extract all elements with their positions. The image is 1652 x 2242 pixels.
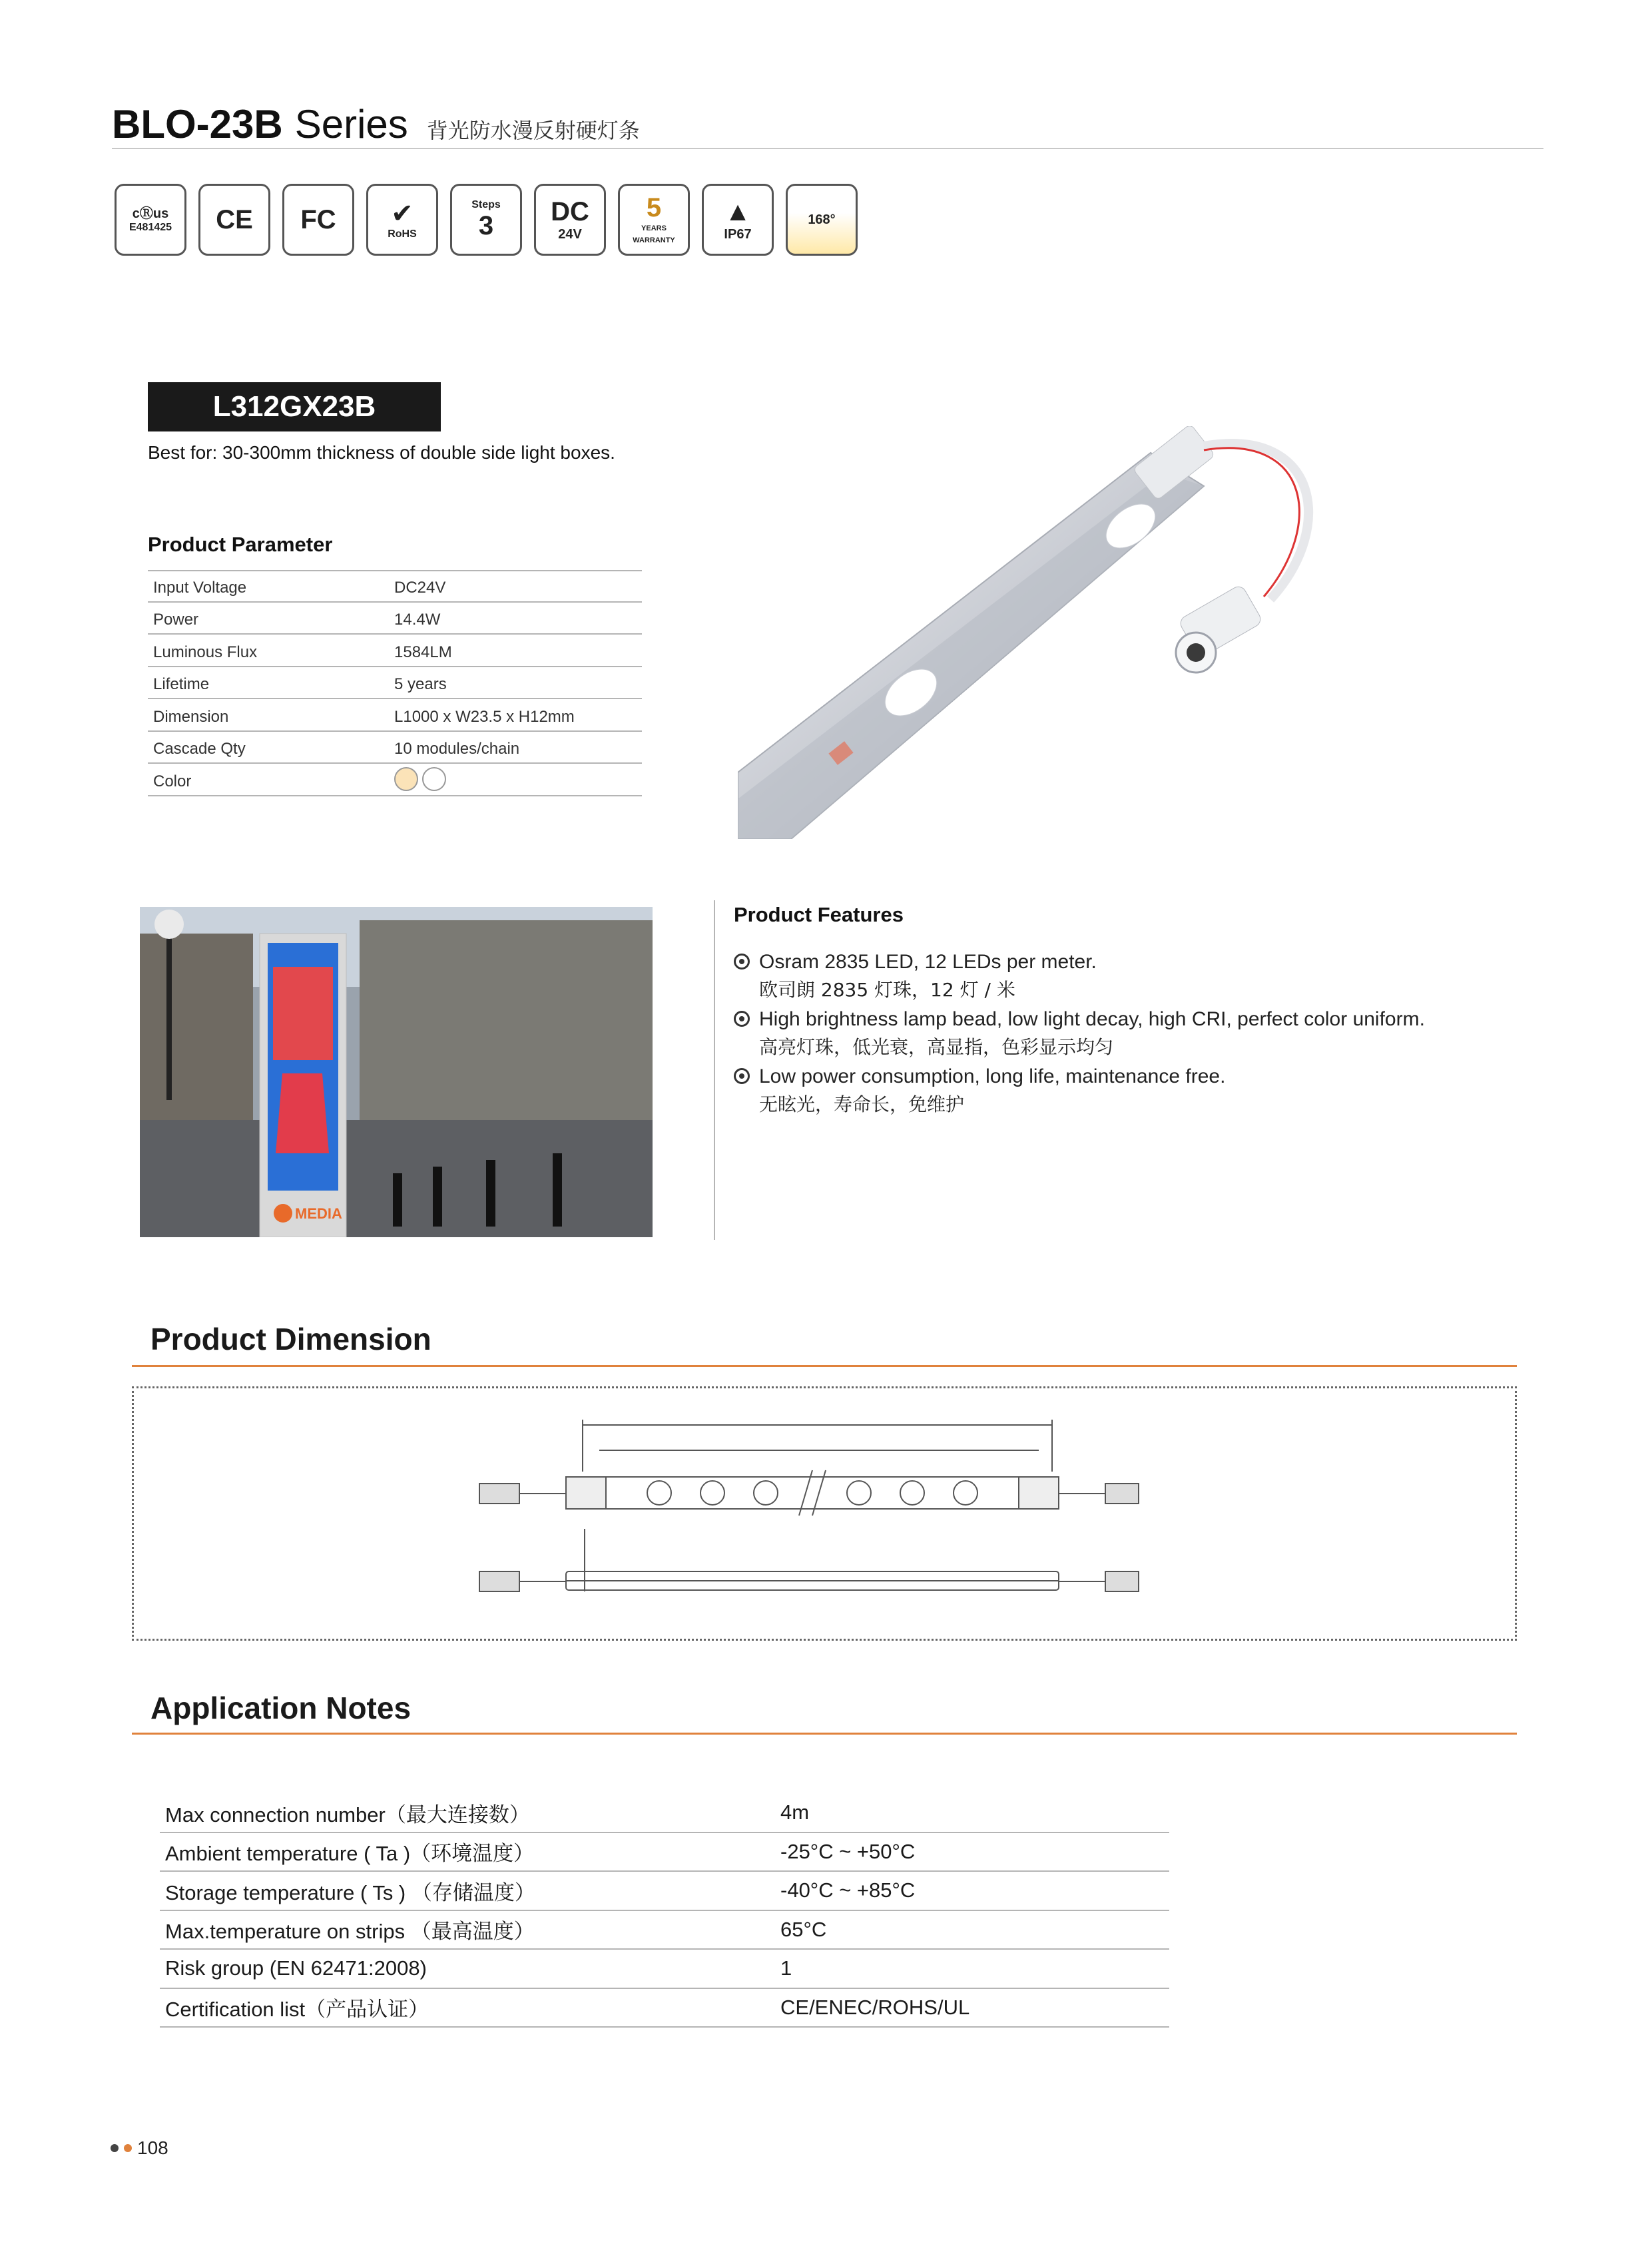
cul-us-mark-icon: cⓇus E481425 (115, 184, 186, 256)
street-scene-image (140, 907, 653, 1237)
page-header (112, 101, 640, 154)
steps-3-icon: Steps 3 (450, 184, 522, 256)
ip67-icon: ▲ IP67 (702, 184, 774, 256)
page-footer (111, 2137, 168, 2159)
footer-accent-dot-icon (124, 2144, 132, 2152)
page-number: 108 (137, 2137, 168, 2158)
note-row: Max.temperature on strips （最高温度） 65°C (160, 1911, 1169, 1950)
model-code-tag: L312GX23B (148, 382, 441, 431)
cool-white-swatch (422, 767, 446, 791)
parameter-row: Power 14.4W (148, 603, 642, 635)
dc-24v-icon: DC 24V (534, 184, 606, 256)
note-row: Certification list（产品认证） CE/ENEC/ROHS/UL (160, 1989, 1169, 2028)
feature-item: High brightness lamp bead, low light decay, high CRI, perfect color uniform. 高亮灯珠，低光衰，高显指，色彩显示均匀 (732, 1005, 1531, 1061)
feature-item: Osram 2835 LED, 12 LEDs per meter. 欧司朗 2835 灯珠，12 灯 / 米 (732, 948, 1531, 1004)
certification-badges (115, 184, 858, 256)
ce-mark-icon: CE (198, 184, 270, 256)
parameter-row: Lifetime 5 years (148, 667, 642, 700)
note-row: Max connection number（最大连接数） 4m (160, 1794, 1169, 1833)
media-brand-text: MEDIA (295, 1205, 342, 1222)
application-photo (140, 907, 653, 1237)
bullet-icon (734, 954, 750, 970)
dimension-drawing (466, 1412, 1172, 1618)
features-title: Product Features (734, 903, 904, 926)
product-photo (738, 426, 1350, 839)
beam-angle-icon: 168° (786, 184, 858, 256)
best-for-text: Best for: 30-300mm thickness of double side light boxes. (148, 442, 615, 463)
dimension-title: Product Dimension (150, 1322, 431, 1356)
warm-white-swatch (394, 767, 418, 791)
parameter-title: Product Parameter (148, 533, 333, 556)
note-row: Ambient temperature ( Ta )（环境温度） -25°C ~ +50°C (160, 1833, 1169, 1872)
features-list (732, 948, 1531, 1120)
series-chinese-name: 背光防水漫反射硬灯条 (426, 118, 640, 143)
parameter-row: Cascade Qty 10 modules/chain (148, 732, 642, 764)
header-divider (112, 148, 1543, 149)
bullet-icon (734, 1068, 750, 1084)
notes-title: Application Notes (150, 1691, 412, 1725)
note-row: Risk group (EN 62471:2008) 1 (160, 1950, 1169, 1989)
fcc-mark-icon: FC (282, 184, 354, 256)
notes-rule (132, 1733, 1517, 1735)
series-word: Series (294, 102, 408, 146)
bullet-icon (734, 1011, 750, 1027)
feature-item: Low power consumption, long life, maintenance free. 无眩光，寿命长，免维护 (732, 1063, 1531, 1119)
note-row: Storage temperature ( Ts ) （存储温度） -40°C ~ +85°C (160, 1872, 1169, 1911)
warranty-5-years-icon: 5 YEARS WARRANTY (618, 184, 690, 256)
notes-table (160, 1794, 1169, 2028)
parameter-table (148, 570, 642, 796)
parameter-row: Dimension L1000 x W23.5 x H12mm (148, 699, 642, 732)
rohs-mark-icon: ✔ RoHS (366, 184, 438, 256)
series-code: BLO-23B (112, 102, 283, 146)
features-divider (714, 900, 715, 1240)
parameter-row: Input Voltage DC24V (148, 570, 642, 603)
dimension-rule (132, 1365, 1517, 1367)
parameter-row: Luminous Flux 1584LM (148, 635, 642, 667)
parameter-row-color: Color (148, 764, 642, 796)
footer-dot-icon (111, 2144, 119, 2152)
